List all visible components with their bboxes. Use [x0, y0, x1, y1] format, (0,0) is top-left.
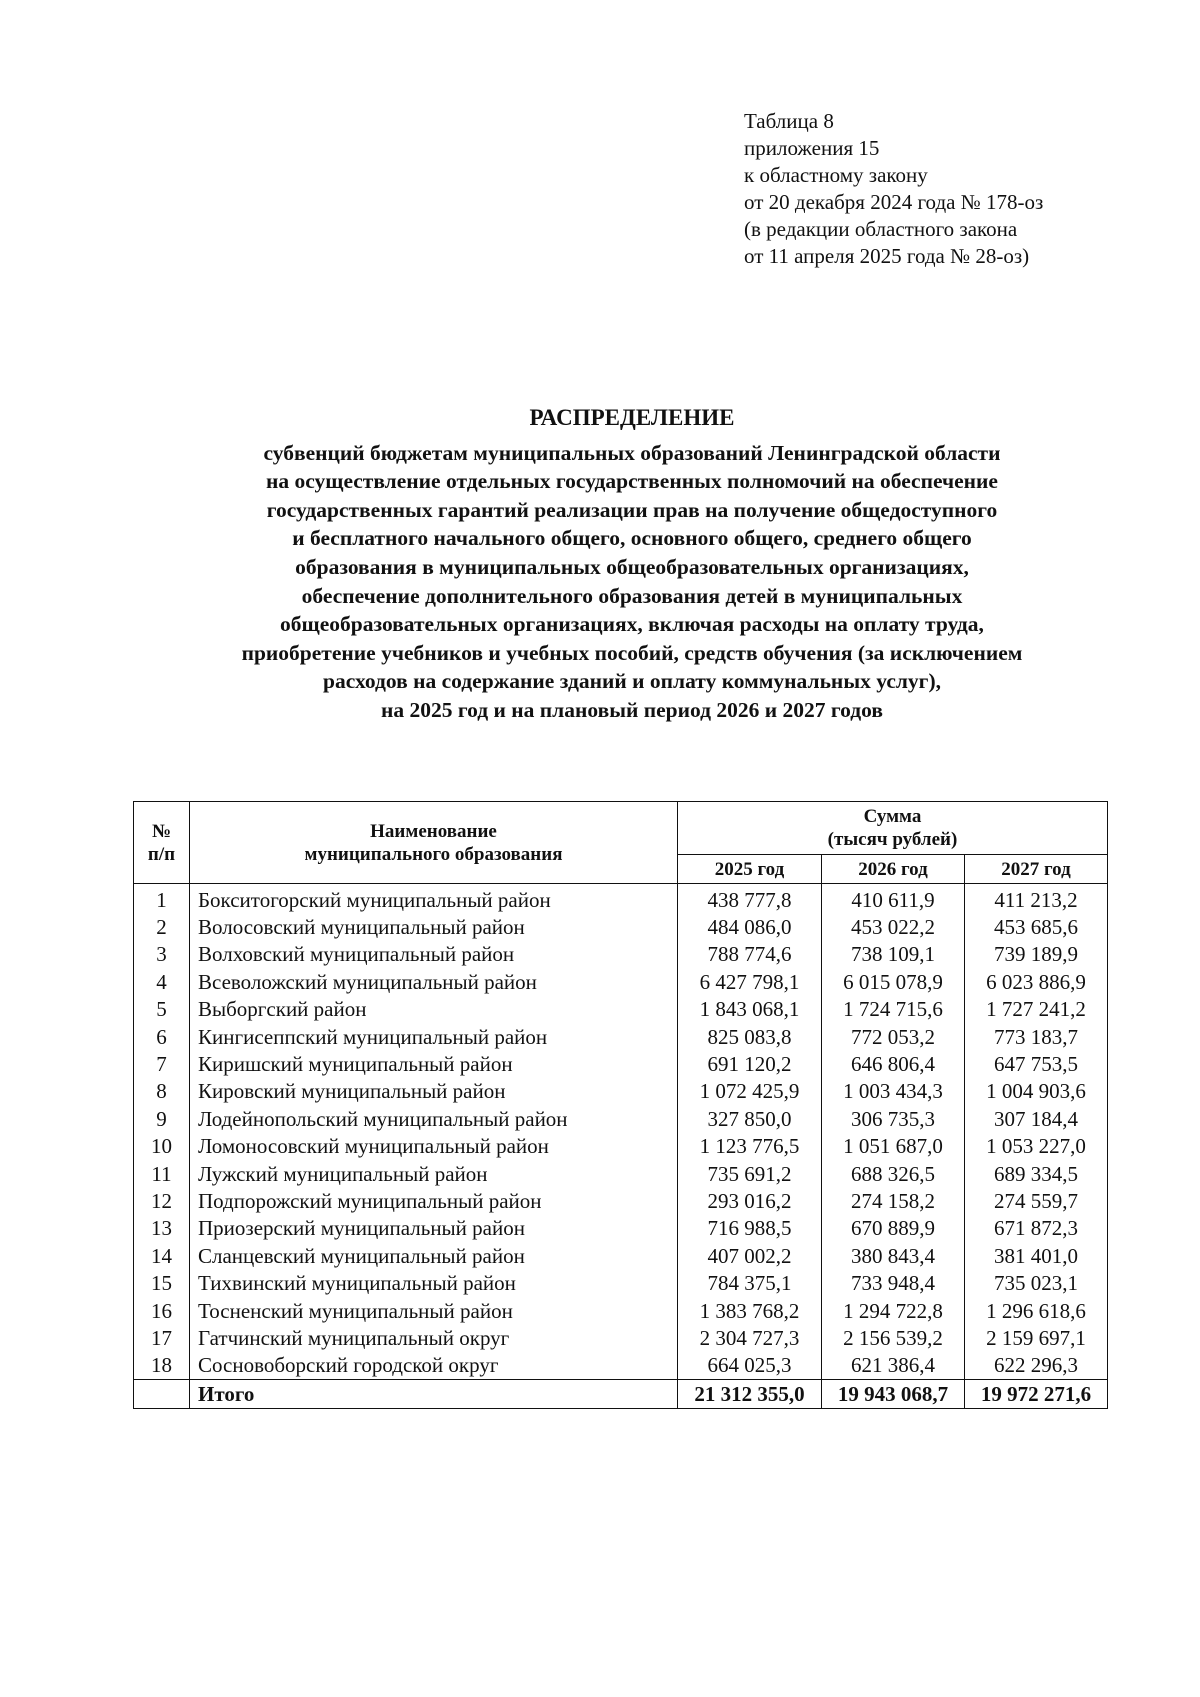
row-number: 11 [134, 1160, 190, 1187]
header-line: от 11 апреля 2025 года № 28-оз) [744, 244, 1030, 268]
title-line: общеобразовательных организациях, включая расходы на оплату труда, [280, 612, 984, 637]
header-line: к областному закону [744, 163, 928, 187]
table-row [134, 1105, 1108, 1132]
column-header-name [190, 802, 678, 884]
row-value-2025: 1 123 776,5 [678, 1133, 822, 1160]
row-value-2026: 688 326,5 [822, 1160, 965, 1187]
row-name: Подпорожский муниципальный район [190, 1187, 678, 1214]
column-header-name-line2: муниципального образования [304, 843, 563, 865]
row-value-2027: 622 296,3 [965, 1352, 1108, 1380]
table-row [134, 913, 1108, 940]
row-number: 2 [134, 913, 190, 940]
row-value-2025: 1 843 068,1 [678, 996, 822, 1023]
row-value-2027: 735 023,1 [965, 1269, 1108, 1296]
row-value-2025: 484 086,0 [678, 913, 822, 940]
row-number: 6 [134, 1023, 190, 1050]
column-header-number [134, 802, 190, 884]
column-header-number-line2: п/п [147, 843, 176, 865]
row-name: Сосновоборский городской округ [190, 1352, 678, 1380]
row-value-2026: 646 806,4 [822, 1050, 965, 1077]
table-row [134, 1352, 1108, 1380]
row-value-2026: 621 386,4 [822, 1352, 965, 1380]
total-value-2027: 19 972 271,6 [965, 1380, 1108, 1409]
row-value-2026: 306 735,3 [822, 1105, 965, 1132]
row-value-2025: 825 083,8 [678, 1023, 822, 1050]
column-header-sum [678, 802, 1108, 855]
row-name: Гатчинский муниципальный округ [190, 1324, 678, 1351]
row-value-2026: 410 611,9 [822, 884, 965, 914]
document-title [0, 404, 1200, 725]
row-number: 9 [134, 1105, 190, 1132]
column-header-year-2026: 2026 год [822, 855, 965, 884]
row-name: Тосненский муниципальный район [190, 1297, 678, 1324]
budget-table [133, 801, 1108, 1409]
row-value-2026: 772 053,2 [822, 1023, 965, 1050]
row-value-2026: 738 109,1 [822, 941, 965, 968]
row-value-2025: 664 025,3 [678, 1352, 822, 1380]
column-header-name-line1: Наименование [370, 820, 497, 842]
title-line: расходов на содержание зданий и оплату коммунальных услуг), [323, 669, 941, 694]
column-header-year-2025: 2025 год [678, 855, 822, 884]
row-value-2025: 6 427 798,1 [678, 968, 822, 995]
row-value-2027: 381 401,0 [965, 1242, 1108, 1269]
row-number: 1 [134, 884, 190, 914]
row-number: 7 [134, 1050, 190, 1077]
row-number: 5 [134, 996, 190, 1023]
row-name: Волховский муниципальный район [190, 941, 678, 968]
row-value-2027: 689 334,5 [965, 1160, 1108, 1187]
total-value-2026: 19 943 068,7 [822, 1380, 965, 1409]
row-name: Лужский муниципальный район [190, 1160, 678, 1187]
table-row [134, 1160, 1108, 1187]
row-value-2025: 735 691,2 [678, 1160, 822, 1187]
row-value-2027: 1 727 241,2 [965, 996, 1108, 1023]
row-number: 4 [134, 968, 190, 995]
table-row [134, 1215, 1108, 1242]
row-number: 8 [134, 1078, 190, 1105]
row-number: 18 [134, 1352, 190, 1380]
row-value-2025: 2 304 727,3 [678, 1324, 822, 1351]
row-value-2027: 411 213,2 [965, 884, 1108, 914]
row-name: Приозерский муниципальный район [190, 1215, 678, 1242]
row-number: 13 [134, 1215, 190, 1242]
title-heading: РАСПРЕДЕЛЕНИЕ [529, 405, 735, 430]
column-header-sum-line1: Сумма [863, 806, 922, 827]
table-body [134, 884, 1108, 1409]
total-row [134, 1380, 1108, 1409]
row-name: Киришский муниципальный район [190, 1050, 678, 1077]
row-value-2026: 274 158,2 [822, 1187, 965, 1214]
column-header-year-2027: 2027 год [965, 855, 1108, 884]
row-value-2026: 733 948,4 [822, 1269, 965, 1296]
title-line: обеспечение дополнительного образования детей в муниципальных [301, 583, 963, 608]
row-name: Сланцевский муниципальный район [190, 1242, 678, 1269]
row-number: 10 [134, 1133, 190, 1160]
title-line: и бесплатного начального общего, основного общего, среднего общего [292, 526, 972, 551]
row-name: Всеволожский муниципальный район [190, 968, 678, 995]
row-value-2026: 1 724 715,6 [822, 996, 965, 1023]
column-header-sum-line2: (тысяч рублей) [827, 829, 958, 850]
header-line: от 20 декабря 2024 года № 178-оз [744, 190, 1044, 214]
row-number: 16 [134, 1297, 190, 1324]
title-line: приобретение учебников и учебных пособий, средств обучения (за исключением [241, 640, 1023, 665]
row-value-2026: 670 889,9 [822, 1215, 965, 1242]
row-value-2027: 2 159 697,1 [965, 1324, 1108, 1351]
row-value-2027: 1 053 227,0 [965, 1133, 1108, 1160]
table-row [134, 1078, 1108, 1105]
row-value-2026: 6 015 078,9 [822, 968, 965, 995]
row-value-2027: 1 004 903,6 [965, 1078, 1108, 1105]
table-row [134, 996, 1108, 1023]
document-header [744, 108, 1043, 270]
header-line: приложения 15 [744, 136, 880, 160]
row-value-2026: 2 156 539,2 [822, 1324, 965, 1351]
table-row [134, 1269, 1108, 1296]
row-value-2027: 453 685,6 [965, 913, 1108, 940]
row-value-2026: 1 003 434,3 [822, 1078, 965, 1105]
row-number: 14 [134, 1242, 190, 1269]
row-name: Бокситогорский муниципальный район [190, 884, 678, 914]
table-row [134, 1050, 1108, 1077]
column-header-number-line1: № [151, 820, 172, 842]
row-value-2025: 788 774,6 [678, 941, 822, 968]
table-row [134, 1133, 1108, 1160]
row-value-2026: 453 022,2 [822, 913, 965, 940]
row-value-2026: 1 051 687,0 [822, 1133, 965, 1160]
total-label: Итого [190, 1380, 678, 1409]
row-value-2027: 647 753,5 [965, 1050, 1108, 1077]
header-line: Таблица 8 [744, 109, 834, 133]
row-name: Выборгский район [190, 996, 678, 1023]
row-value-2027: 773 183,7 [965, 1023, 1108, 1050]
table-row [134, 1297, 1108, 1324]
row-name: Тихвинский муниципальный район [190, 1269, 678, 1296]
row-value-2027: 1 296 618,6 [965, 1297, 1108, 1324]
row-value-2025: 327 850,0 [678, 1105, 822, 1132]
row-value-2025: 1 383 768,2 [678, 1297, 822, 1324]
row-value-2025: 407 002,2 [678, 1242, 822, 1269]
row-value-2027: 307 184,4 [965, 1105, 1108, 1132]
row-value-2025: 1 072 425,9 [678, 1078, 822, 1105]
row-value-2025: 293 016,2 [678, 1187, 822, 1214]
row-number: 17 [134, 1324, 190, 1351]
row-value-2026: 1 294 722,8 [822, 1297, 965, 1324]
table-row [134, 968, 1108, 995]
row-number: 12 [134, 1187, 190, 1214]
title-line: субвенций бюджетам муниципальных образований Ленинградской области [263, 440, 1001, 465]
header-line: (в редакции областного закона [744, 217, 1018, 241]
total-number [134, 1380, 190, 1409]
total-value-2025: 21 312 355,0 [678, 1380, 822, 1409]
row-number: 15 [134, 1269, 190, 1296]
row-value-2027: 671 872,3 [965, 1215, 1108, 1242]
row-value-2027: 274 559,7 [965, 1187, 1108, 1214]
row-name: Кингисеппский муниципальный район [190, 1023, 678, 1050]
row-name: Лодейнопольский муниципальный район [190, 1105, 678, 1132]
row-value-2025: 438 777,8 [678, 884, 822, 914]
row-value-2025: 716 988,5 [678, 1215, 822, 1242]
row-name: Ломоносовский муниципальный район [190, 1133, 678, 1160]
table-row [134, 1324, 1108, 1351]
title-line: образования в муниципальных общеобразовательных организациях, [295, 554, 969, 579]
row-value-2027: 739 189,9 [965, 941, 1108, 968]
table-row [134, 941, 1108, 968]
table-row [134, 1242, 1108, 1269]
row-value-2025: 691 120,2 [678, 1050, 822, 1077]
row-value-2026: 380 843,4 [822, 1242, 965, 1269]
table-row [134, 884, 1108, 914]
table-row [134, 1187, 1108, 1214]
title-line: на 2025 год и на плановый период 2026 и 2027 годов [381, 697, 883, 722]
row-value-2025: 784 375,1 [678, 1269, 822, 1296]
title-line: государственных гарантий реализации прав на получение общедоступного [266, 497, 998, 522]
row-number: 3 [134, 941, 190, 968]
title-line: на осуществление отдельных государственных полномочий на обеспечение [266, 469, 998, 494]
table-row [134, 1023, 1108, 1050]
row-name: Волосовский муниципальный район [190, 913, 678, 940]
row-name: Кировский муниципальный район [190, 1078, 678, 1105]
row-value-2027: 6 023 886,9 [965, 968, 1108, 995]
